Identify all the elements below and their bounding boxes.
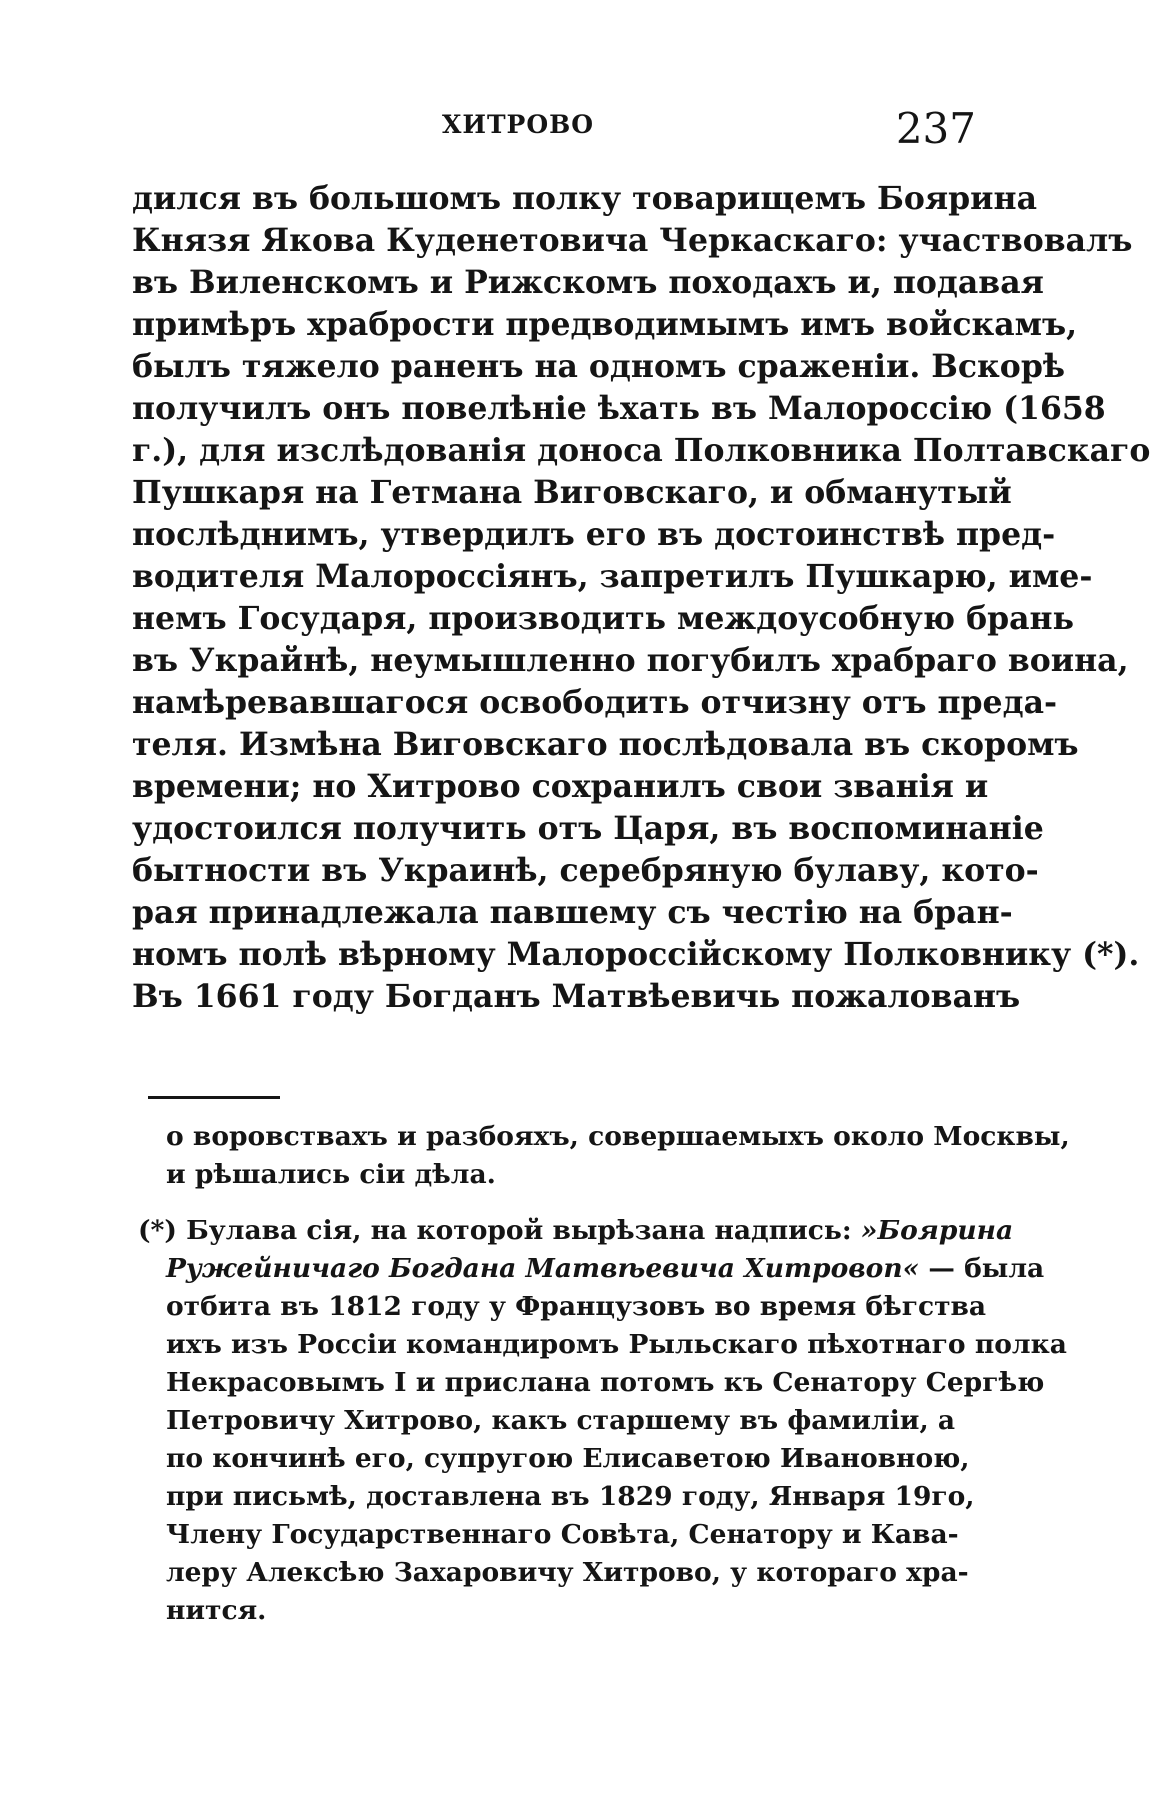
body-line: удостоился получить отъ Царя, въ воспоминаніе [132, 810, 1044, 847]
footnote-line [132, 1250, 1045, 1288]
footnote-line: нится. [166, 1595, 267, 1626]
footnote-line: Петровичу Хитрово, какъ старшему въ фамиліи, а [166, 1405, 956, 1436]
body-line: получилъ онъ повелѣніе ѣхать въ Малороссію (1658 [132, 390, 1106, 427]
body-line: Въ 1661 году Богданъ Матвѣевичь пожалованъ [132, 978, 1021, 1015]
body-text [132, 178, 1150, 1018]
body-line: Пушкаря на Гетмана Виговскаго, и обманутый [132, 474, 1012, 511]
footnote-line: Некрасовымъ I и прислана потомъ къ Сенатору Сергѣю [166, 1367, 1045, 1398]
footnote-continued-line: и рѣшались сіи дѣла. [166, 1159, 496, 1190]
running-head: ХИТРОВО [441, 110, 595, 139]
body-line: намѣревавшагося освободить отчизну отъ преда- [132, 684, 1058, 721]
body-line: примѣръ храбрости предводимымъ имъ войскамъ, [132, 306, 1078, 343]
footnote-gap [132, 1194, 940, 1212]
page-header [0, 0, 1140, 180]
body-line: былъ тяжело раненъ на одномъ сраженіи. Вскорѣ [132, 348, 1065, 385]
footnote-line: Члену Государственнаго Совѣта, Сенатору и Кава- [166, 1519, 959, 1550]
body-line: дился въ большомъ полку товарищемъ Боярина [132, 180, 1038, 217]
footnote-inscription: »Боярина [860, 1215, 1014, 1246]
footnote-rule [148, 1096, 280, 1099]
footnotes [132, 1118, 1070, 1630]
body-line: теля. Измѣна Виговскаго послѣдовала въ скоромъ [132, 726, 1079, 763]
body-line: въ Украйнѣ, неумышленно погубилъ храбраго воина, [132, 642, 1129, 679]
footnote-line: леру Алексѣю Захаровичу Хитрово, у котораго хра- [166, 1557, 969, 1588]
body-line: водителя Малороссіянъ, запретилъ Пушкарю, име- [132, 558, 1093, 595]
body-line: г.), для изслѣдованія доноса Полковника Полтавскаго [132, 432, 1150, 469]
body-line: номъ полѣ вѣрному Малороссійскому Полковнику (*). [132, 936, 1140, 973]
body-line: рая принадлежала павшему съ честію на бран- [132, 894, 1013, 931]
footnote-inscription: Ружейничаго Богдана Матвѣевича Хитровоn« [166, 1253, 920, 1284]
body-line: въ Виленскомъ и Рижскомъ походахъ и, подавая [132, 264, 1044, 301]
body-line: послѣднимъ, утвердилъ его въ достоинствѣ пред- [132, 516, 1056, 553]
body-line: времени; но Хитрово сохранилъ свои званія и [132, 768, 989, 805]
body-line: Князя Якова Куденетовича Черкаскаго: участвовалъ [132, 222, 1133, 259]
footnote-line: отбита въ 1812 году у Французовъ во время бѣгства [166, 1291, 987, 1322]
body-line: немъ Государя, производить междоусобную брань [132, 600, 1074, 637]
footnote-line: по кончинѣ его, супругою Елисаветою Ивановною, [166, 1443, 970, 1474]
page-number: 237 [895, 104, 976, 153]
footnote-line: ихъ изъ Россіи командиромъ Рыльскаго пѣхотнаго полка [166, 1329, 1067, 1360]
footnote-line [132, 1212, 1014, 1250]
footnote-continued-line: о воровствахъ и разбояхъ, совершаемыхъ около Москвы, [166, 1121, 1070, 1152]
footnote-text: (*) Булава сія, на которой вырѣзана надпись: [138, 1215, 852, 1246]
footnote-line: при письмѣ, доставлена въ 1829 году, Января 19го, [166, 1481, 975, 1512]
footnote-text: — была [928, 1253, 1045, 1284]
body-line: бытности въ Украинѣ, серебряную булаву, кото- [132, 852, 1039, 889]
